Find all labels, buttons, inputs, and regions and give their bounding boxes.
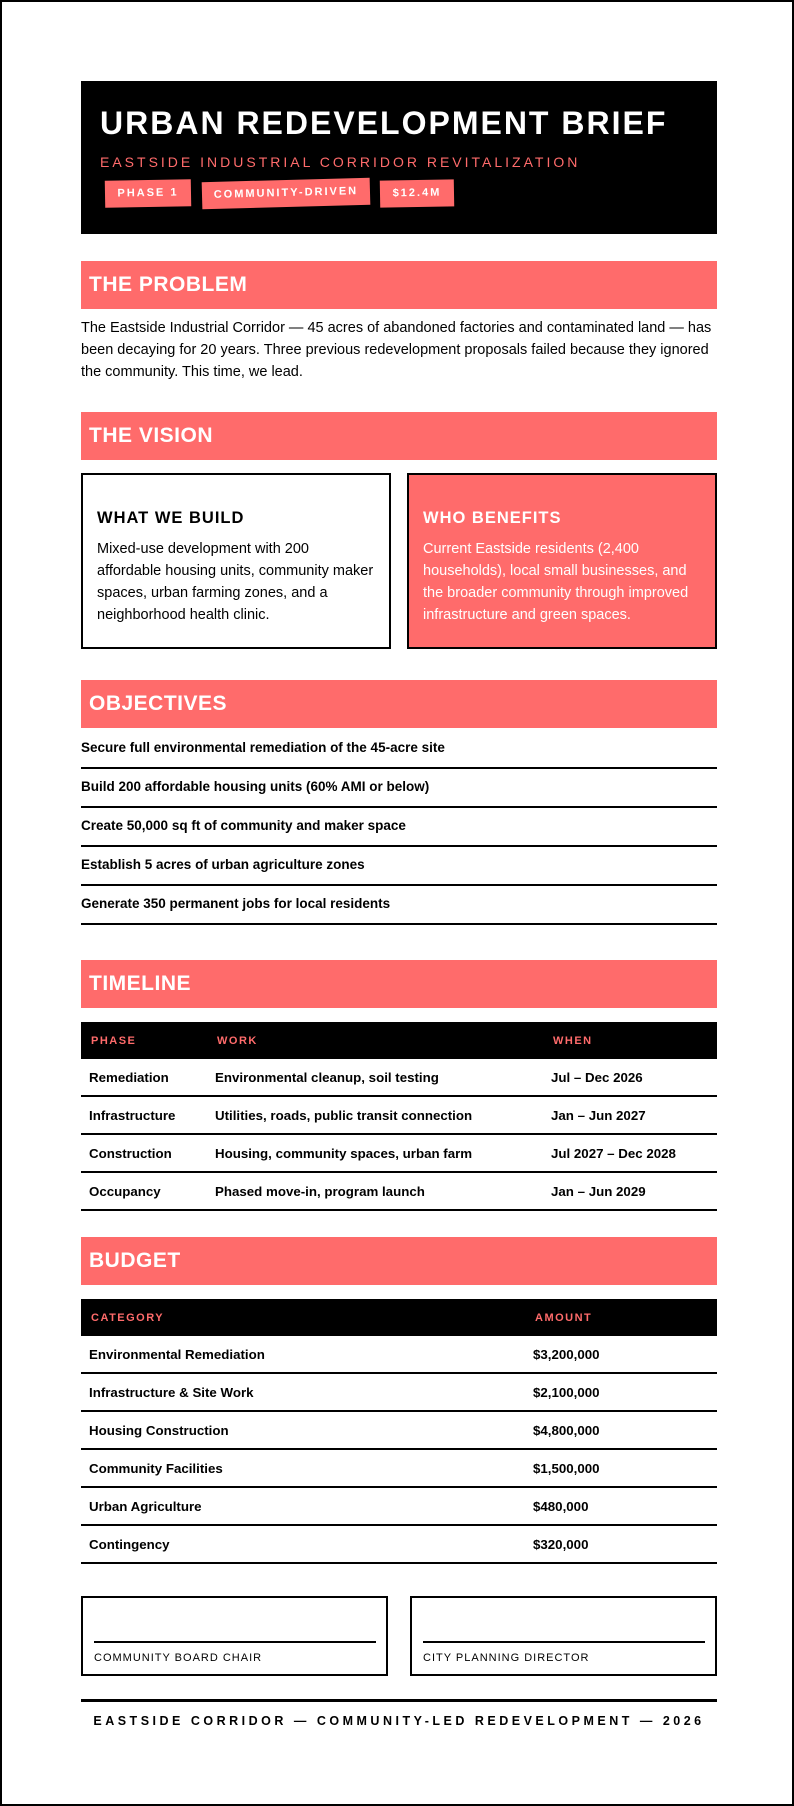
table-cell: $4,800,000 [525, 1411, 717, 1449]
who-benefits-card [407, 473, 717, 649]
document-content [81, 81, 717, 1728]
objective-item: Build 200 affordable housing units (60% AMI or below) [81, 769, 717, 808]
budget-table [81, 1299, 717, 1564]
footer-text: EASTSIDE CORRIDOR — COMMUNITY-LED REDEVELOPMENT — 2026 [93, 1714, 705, 1728]
table-cell: $3,200,000 [525, 1336, 717, 1373]
column-header: WHEN [543, 1022, 717, 1059]
table-cell: Environmental Remediation [81, 1336, 525, 1373]
budget-heading-text: BUDGET [89, 1249, 181, 1272]
table-row [81, 1525, 717, 1563]
timeline-heading [81, 960, 717, 1008]
card-text: Current Eastside residents (2,400 households), local small businesses, and the broader community through improved infrastructure and green spaces. [423, 541, 689, 623]
table-cell: Utilities, roads, public transit connection [207, 1096, 543, 1134]
signature-box-board-chair[interactable] [81, 1596, 388, 1676]
table-cell: Contingency [81, 1525, 525, 1563]
vision-heading [81, 412, 717, 460]
table-cell: $1,500,000 [525, 1449, 717, 1487]
objective-item: Secure full environmental remediation of the 45-acre site [81, 730, 717, 769]
table-cell: $2,100,000 [525, 1373, 717, 1411]
phase-tag: PHASE 1 [105, 179, 191, 207]
budget-heading [81, 1237, 717, 1285]
header-banner [81, 81, 717, 234]
table-cell: Urban Agriculture [81, 1487, 525, 1525]
column-header: WORK [207, 1022, 543, 1059]
signature-line [94, 1641, 376, 1643]
table-row [81, 1336, 717, 1373]
table-cell: $320,000 [525, 1525, 717, 1563]
table-cell: $480,000 [525, 1487, 717, 1525]
table-cell: Environmental cleanup, soil testing [207, 1059, 543, 1096]
budget-tag: $12.4M [380, 179, 454, 207]
table-cell: Community Facilities [81, 1449, 525, 1487]
table-row [81, 1134, 717, 1172]
objective-item: Generate 350 permanent jobs for local residents [81, 886, 717, 925]
signature-label: CITY PLANNING DIRECTOR [423, 1652, 590, 1664]
objectives-heading-text: OBJECTIVES [89, 692, 228, 715]
document-subtitle: EASTSIDE INDUSTRIAL CORRIDOR REVITALIZATION [100, 154, 581, 170]
timeline-heading-text: TIMELINE [89, 972, 191, 995]
column-header: PHASE [81, 1022, 207, 1059]
table-row [81, 1059, 717, 1096]
table-row [81, 1449, 717, 1487]
signature-line [423, 1641, 705, 1643]
what-we-build-card [81, 473, 391, 649]
problem-heading [81, 261, 717, 309]
table-row [81, 1096, 717, 1134]
table-row [81, 1411, 717, 1449]
timeline-table [81, 1022, 717, 1211]
problem-text: The Eastside Industrial Corridor — 45 acres of abandoned factories and contaminated land — has been decaying for 20 years. Three previous redevelopment proposals failed because they ignored the community. This time, we lead. [81, 320, 712, 380]
card-title: WHO BENEFITS [423, 509, 562, 527]
objective-item: Create 50,000 sq ft of community and maker space [81, 808, 717, 847]
table-cell: Infrastructure & Site Work [81, 1373, 525, 1411]
table-cell: Housing Construction [81, 1411, 525, 1449]
problem-heading-text: THE PROBLEM [89, 273, 248, 296]
table-cell: Construction [81, 1134, 207, 1172]
table-cell: Jul – Dec 2026 [543, 1059, 717, 1096]
table-header-row [81, 1299, 717, 1336]
objectives-list [81, 730, 717, 925]
table-cell: Remediation [81, 1059, 207, 1096]
vision-heading-text: THE VISION [89, 424, 214, 447]
table-cell: Occupancy [81, 1172, 207, 1210]
table-header-row [81, 1022, 717, 1059]
footer-divider [81, 1699, 717, 1702]
table-cell: Jul 2027 – Dec 2028 [543, 1134, 717, 1172]
community-tag: COMMUNITY-DRIVEN [202, 178, 371, 209]
objective-item: Establish 5 acres of urban agriculture zones [81, 847, 717, 886]
document-title: URBAN REDEVELOPMENT BRIEF [100, 105, 668, 141]
signature-box-planning-director[interactable] [410, 1596, 717, 1676]
table-cell: Infrastructure [81, 1096, 207, 1134]
column-header: CATEGORY [81, 1299, 525, 1336]
objectives-heading [81, 680, 717, 728]
table-row [81, 1172, 717, 1210]
table-row [81, 1487, 717, 1525]
card-title: WHAT WE BUILD [97, 509, 245, 527]
table-cell: Phased move-in, program launch [207, 1172, 543, 1210]
table-cell: Housing, community spaces, urban farm [207, 1134, 543, 1172]
signature-label: COMMUNITY BOARD CHAIR [94, 1652, 263, 1664]
card-text: Mixed-use development with 200 affordable housing units, community maker spaces, urban farming zones, and a neighborhood health clinic. [97, 541, 374, 623]
column-header: AMOUNT [525, 1299, 717, 1336]
table-cell: Jan – Jun 2029 [543, 1172, 717, 1210]
table-row [81, 1373, 717, 1411]
table-cell: Jan – Jun 2027 [543, 1096, 717, 1134]
